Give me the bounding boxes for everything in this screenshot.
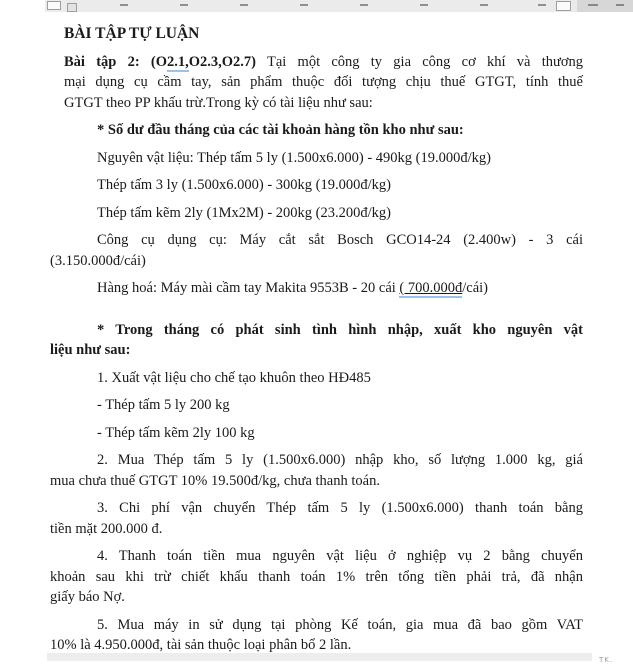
paragraph-tx3: [50, 498, 583, 539]
line-steel-zinc-2ly: Thép tấm kẽm 2ly (1Mx2M) - 200kg (23.200đ/kg): [97, 204, 391, 221]
goods-text-end: /cái): [462, 280, 489, 296]
line-steel-3ly: Thép tấm 3 ly (1.500x6.000) - 300kg (19.000đ/kg): [97, 177, 391, 193]
paragraph-tx2: [50, 450, 583, 491]
tx4-line-2: khoản sau khi trừ chiết khấu thanh toán 1% trên tổng tiền phải trả, đã nhận: [50, 568, 583, 585]
intro-text: Tại một công ty gia công cơ khí và thương: [256, 53, 583, 70]
line-tx1-item2: - Thép tấm kẽm 2ly 100 kg: [97, 424, 255, 441]
intro-line-2: mại dụng cụ cầm tay, sản phẩm thuộc đối tượng chịu thuế GTGT, tính thuế: [64, 74, 583, 90]
goods-text: Hàng hoá: Máy mài cầm tay Makita 9553B - 20 cái: [97, 280, 400, 296]
tx2-line-1: 2. Mua Thép tấm 5 ly (1.500x6.000) nhập kho, số lượng 1.000 kg, giá: [97, 452, 583, 468]
heading-transactions: [50, 320, 583, 361]
line-tx1-item1: - Thép tấm 5 ly 200 kg: [97, 397, 230, 413]
paragraph-tx4: [50, 546, 583, 608]
transactions-heading-line-2: liệu như sau:: [50, 342, 131, 358]
grammar-check-underline: 2.1,: [167, 53, 189, 70]
tx2-line-2: mua chưa thuế GTGT 10% 19.500đ/kg, chưa thanh toán.: [50, 472, 380, 489]
tx4-line-3: giấy báo Nợ.: [50, 589, 125, 605]
intro-line-1: [64, 52, 583, 73]
transactions-heading-line-1: * Trong tháng có phát sinh tình hình nhập, xuất kho nguyên vật: [97, 321, 583, 338]
paragraph-tx5: [50, 615, 583, 656]
line-goods-makita: [50, 278, 583, 299]
tx3-line-1: 3. Chi phí vận chuyển Thép tấm 5 ly (1.500x6.000) thanh toán bằng: [97, 500, 583, 516]
tools-line-2: (3.150.000đ/cái): [50, 252, 146, 269]
exercise-label-bold: Bài tập 2: (O: [64, 53, 167, 70]
intro-line-3: GTGT theo PP khấu trừ.Trong kỳ có tài liệu như sau:: [64, 94, 373, 111]
tx5-line-1: 5. Mua máy in sử dụng tại phòng Kế toán, gia mua đã bao gồm VAT: [97, 616, 583, 633]
tx4-line-1: 4. Thanh toán tiền mua nguyên vật liệu ở nghiệp vụ 2 bằng chuyển: [97, 548, 583, 564]
paragraph-exercise-intro: [64, 52, 583, 114]
line-tx1: 1. Xuất vật liệu cho chế tạo khuôn theo HĐ485: [97, 369, 371, 386]
underlined-price: ( 700.000đ: [399, 280, 463, 296]
exercise-label-bold-end: O2.3,O2.7): [188, 53, 257, 70]
footer-artifact-text: TK.: [599, 656, 614, 664]
line-raw-material-steel5: Nguyên vật liệu: Thép tấm 5 ly (1.500x6.000) - 490kg (19.000đ/kg): [97, 149, 491, 166]
heading-opening-balance: * Số dư đầu tháng của các tài khoản hàng tồn kho như sau:: [97, 122, 464, 138]
document-title: BÀI TẬP TỰ LUẬN: [64, 25, 200, 42]
tx3-line-2: tiền mặt 200.000 đ.: [50, 520, 163, 537]
tx5-line-2: 10% là 4.950.000đ, tài sản thuộc loại phân bổ 2 lần.: [50, 637, 352, 653]
page-bottom-strip: [47, 653, 592, 661]
tools-line-1: Công cụ dụng cụ: Máy cắt sắt Bosch GCO14-24 (2.400w) - 3 cái: [97, 232, 583, 248]
paragraph-tools: [50, 230, 583, 271]
